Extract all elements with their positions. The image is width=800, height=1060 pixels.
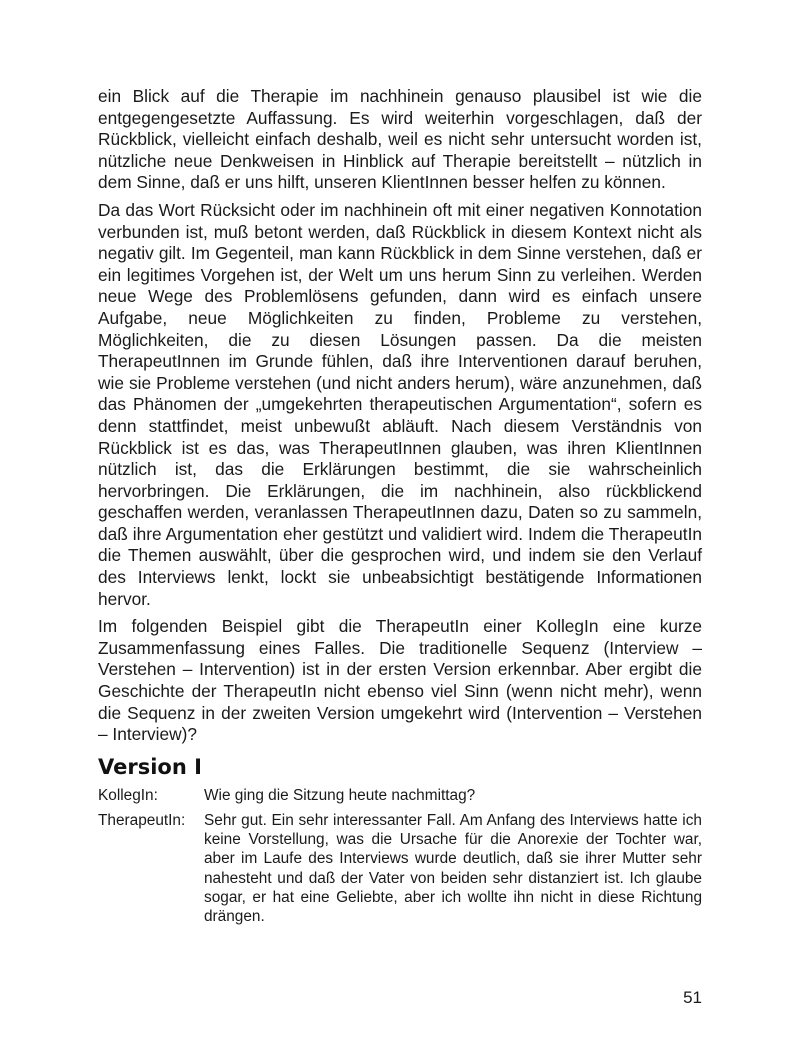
dialogue-line [98,786,702,805]
paragraph-2: Da das Wort Rücksicht oder im nachhinein oft mit einer negativen Konnotation verbunden ist, muß betont werden, daß Rückblick in diesem Kontext nicht als negativ gilt. Im Gegenteil, man kann Rückblick in dem Sinne verstehen, daß er ein legitimes Vorgehen ist, der Welt um uns herum Sinn zu verleihen. Werden neue Wege des Problemlösens gefunden, dann wird es einfach unsere Aufgabe, neue Möglichkeiten zu finden, Probleme zu verstehen, Möglichkeiten, die zu diesen Lösungen passen. Da die meisten TherapeutInnen im Grunde fühlen, daß ihre Interventionen darauf beruhen, wie sie Probleme verstehen (und nicht anders herum), wäre anzunehmen, daß das Phänomen der „umgekehrten therapeutischen Argumentation“, sofern es denn stattfindet, meist unbewußt abläuft. Nach diesem Verständnis von Rückblick ist es das, was TherapeutInnen glauben, was ihren KlientInnen nützlich ist, das die Erklärungen bestimmt, die sie wahrscheinlich hervorbringen. Die Erklärungen, die im nachhinein, also rückblickend geschaffen werden, veranlassen TherapeutInnen dazu, Daten so zu sammeln, daß ihre Argumentation eher gestützt und validiert wird. Indem die TherapeutIn die Themen auswählt, über die gesprochen wird, und indem sie den Verlauf des Interviews lenkt, lockt sie unbeabsichtigt bestätigende Informationen hervor. [98,199,702,609]
paragraph-3: Im folgenden Beispiel gibt die TherapeutIn einer KollegIn eine kurze Zusammenfassung eines Falles. Die traditionelle Sequenz (Interview – Verstehen – Intervention) ist in der ersten Version erkennbar. Aber ergibt die Geschichte der TherapeutIn nicht ebenso viel Sinn (wenn nicht mehr), wenn die Sequenz in der zweiten Version umgekehrt wird (Intervention – Verstehen – Interview)? [98,616,702,745]
speaker-utterance: Wie ging die Sitzung heute nachmittag? [204,786,476,804]
book-page [98,86,702,932]
dialogue [98,786,702,926]
speaker-utterance: Sehr gut. Ein sehr interessanter Fall. Am Anfang des Interviews hatte ich keine Vorstellung, was die Ursache für die Anorexie der Tochter war, aber im Laufe des Interviews wurde deutlich, daß sie ihrer Mutter sehr nahesteht und daß der Vater von beiden sehr distanziert ist. Ich glaube sogar, er hat eine Geliebte, aber ich wollte ihn nicht in diese Richtung drängen. [204,812,702,926]
section-heading: Version I [98,754,202,779]
speaker-label: TherapeutIn: [98,812,186,830]
page-number: 51 [683,988,702,1007]
paragraph-1: ein Blick auf die Therapie im nachhinein genauso plausibel ist wie die entgegengesetzte Auffassung. Es wird weiterhin vorgeschlagen, daß der Rückblick, vielleicht einfach deshalb, weil es nicht sehr untersucht worden ist, nützliche neue Denkweisen in Hinblick auf Therapie bereitstellt – nützlich in dem Sinne, daß er uns hilft, unseren KlientInnen besser helfen zu können. [98,86,702,193]
dialogue-line [98,811,702,926]
speaker-label: KollegIn: [98,786,158,804]
